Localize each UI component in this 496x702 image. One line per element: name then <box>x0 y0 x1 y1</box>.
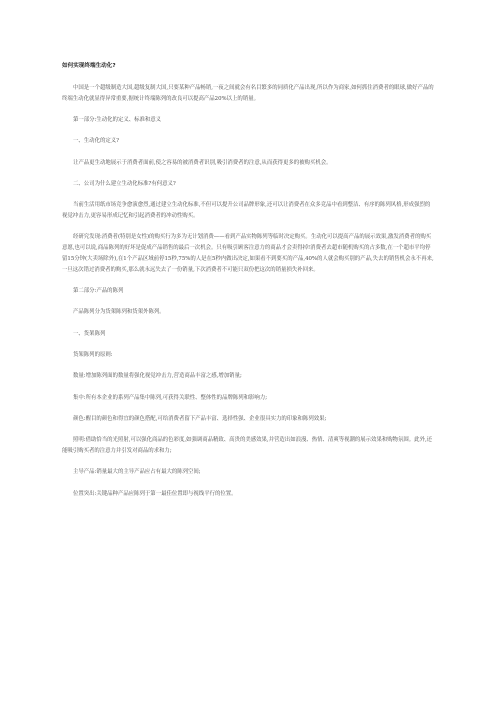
subheading-shelf-display: 一、货架陈列 <box>73 330 106 337</box>
paragraph-shelf-principles: 货架陈列的原则: <box>73 351 113 358</box>
paragraph-color: 颜色:醒目的颜色和得宜的颜色搭配,可给消费者留下产品丰富、选择性强、企业很具实力的印象和陈列效果; <box>73 415 327 422</box>
paragraph-lead-product: 主导产品:销量最大的主导产品应占有最大的陈列空间; <box>73 469 201 476</box>
document-title: 如何实现终端生动化? <box>62 63 116 69</box>
paragraph-standard-purpose: 当前生活用纸市场竞争愈演愈烈,通过建立生动化标准,不但可以提升公司品牌形象,还可以让消费者在众多竞品中看到整洁、有序的陈列风格,形成强烈的视觉冲击力,更容易形成记忆和引起消费者的冲动性购买。 <box>62 202 431 220</box>
section-heading-part-one: 第一部分:生动化的定义、标准和意义 <box>73 117 162 124</box>
subheading-definition: 一、生动化的定义? <box>73 138 120 145</box>
paragraph-intro: 中国是一个超级制造大国,超级复制大国,只要某种产品畅销,一夜之间就会有名目繁多的同质化产品出现,所以作为商家,如何抓住消费者的眼球,做好产品的终端生动化就显得异常重要,据统计终端陈列的改良可以提高产品20%以上的销量。 <box>62 85 434 102</box>
paragraph-display-types: 产品陈列分为货架陈列和货架外陈列。 <box>73 309 165 316</box>
paragraph-concentration: 集中:所有本企业的系列产品集中陈列,可获得关联性、整体性的品牌陈列和影响力; <box>73 394 268 401</box>
document-body <box>62 62 434 510</box>
paragraph-prominent-position: 位置突出:关键品种产品应陈列于第一最佳位置即与视线平行的位置。 <box>73 490 237 497</box>
paragraph-research: 经研究发现:消费者(特别是女性)的购买行为多为无计划消费——看到产品实物陈列等临时决定购买。生动化可以提高产品的展示效果,激发消费者的购买意愿,也可以说,商品陈列的好坏是促成产品销售的最后一次机会。只有吸引顾客注意力的商品才会卖得掉!消费者去超市随机购买的占多数,在一个超市平均停留15分钟(大卖场除外),在1个产品区域前停15秒,75%的人是在5秒内做出决定,如果看不到要买的产品,40%的人就会购买别的产品,失去的销售机会永不再来,一旦这次错过消费者的购买,那么就永远失去了一份销量,下次消费者不可能只双份把这次的销量损失补回来。 <box>62 234 434 273</box>
paragraph-lighting: 照明:借助恰当的光照射,可以强化商品的色彩度,如强调商品精致、高贵的美感效果,并营造出如浪漫、热情、清爽等视潮的展示效果和购物氛围。此外,还能吸引购买者的注意力并引发对商品的求和力; <box>62 437 433 454</box>
paragraph-quantity: 数量:增加陈列面的数量将强化视觉冲击力,营造商品丰富之感,增加销量; <box>73 373 242 380</box>
section-heading-part-two: 第二部分:产品的陈列 <box>73 288 124 295</box>
paragraph-definition: 让产品更生动地展示于消费者面前,使之容易的被消费者识别,吸引消费者的注意,从而获得更多的被购买机会。 <box>73 159 332 166</box>
subheading-standard-purpose: 二、公司为什么建立生动化标准?有何意义? <box>73 180 176 187</box>
